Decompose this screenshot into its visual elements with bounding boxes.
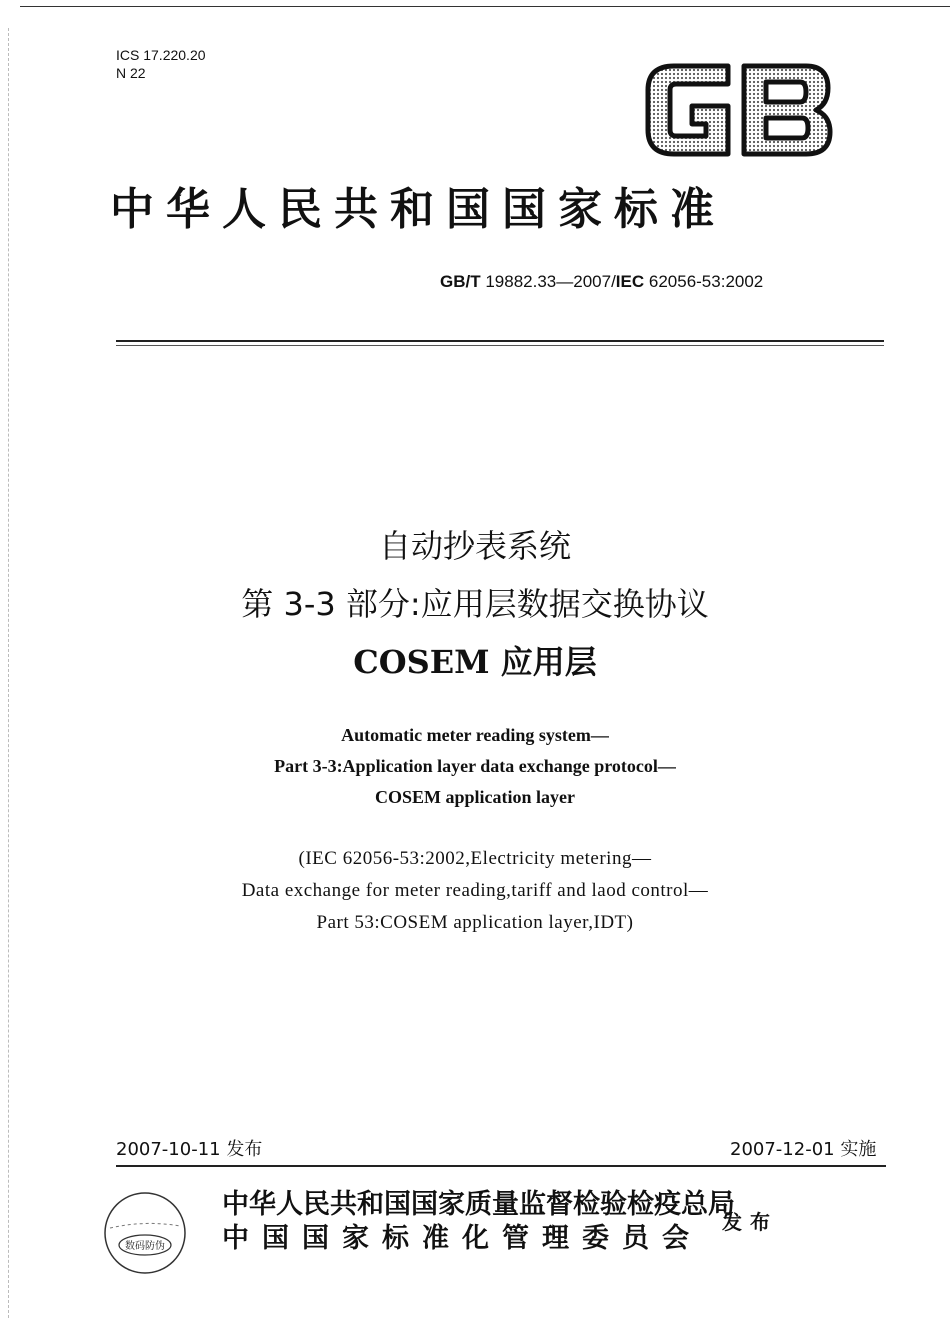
issue-label: 发布 (722, 1210, 778, 1234)
publish-date: 2007-10-11 发布 (116, 1139, 263, 1160)
header-divider-thick (116, 340, 884, 342)
implement-date: 2007-12-01 实施 (730, 1139, 877, 1160)
ics-code: ICS 17.220.20 (116, 47, 206, 63)
issuing-organizations (222, 1188, 735, 1256)
anti-counterfeit-seal-icon (102, 1190, 188, 1276)
title-zh-line1: 自动抄表系统 (378, 527, 571, 565)
seal-text: 数码防伪 (125, 1241, 165, 1252)
standard-number (440, 272, 763, 292)
title-zh-line3: COSEM 应用层 (353, 643, 597, 681)
issuer-aqsiq: 中华人民共和国国家质量监督检验检疫总局 (222, 1189, 735, 1220)
title-zh-line2: 第 3-3 部分:应用层数据交换协议 (241, 585, 709, 623)
standard-iec-prefix: IEC (615, 272, 645, 291)
iec-line2: Data exchange for meter reading,tariff and laod control— (241, 880, 709, 901)
top-border-line (20, 6, 950, 7)
standard-number-value: 19882.33—2007/ (485, 272, 616, 291)
issuer-sac: 中国国家标准化管理委员会 (222, 1223, 702, 1254)
title-en-line3: COSEM application layer (374, 787, 575, 807)
gb-logo (640, 60, 836, 160)
gb-logo-text: GB (738, 120, 740, 121)
footer-divider (116, 1165, 886, 1167)
iec-line1: (IEC 62056-53:2002,Electricity metering— (298, 848, 652, 869)
national-standard-title: 中华人民共和国国家标准 (110, 184, 726, 235)
standard-iec-value: 62056-53:2002 (648, 272, 764, 291)
title-en-line2: Part 3-3:Application layer data exchange protocol— (274, 756, 676, 776)
iec-equivalence (0, 843, 950, 939)
title-english (0, 720, 950, 813)
ccs-code: N 22 (116, 65, 146, 81)
title-en-line1: Automatic meter reading system— (341, 725, 609, 745)
classification-codes (116, 46, 206, 82)
iec-line3: Part 53:COSEM application layer,IDT) (316, 912, 634, 933)
standard-prefix: GB/T (440, 272, 481, 291)
header-divider-thin (116, 345, 884, 346)
